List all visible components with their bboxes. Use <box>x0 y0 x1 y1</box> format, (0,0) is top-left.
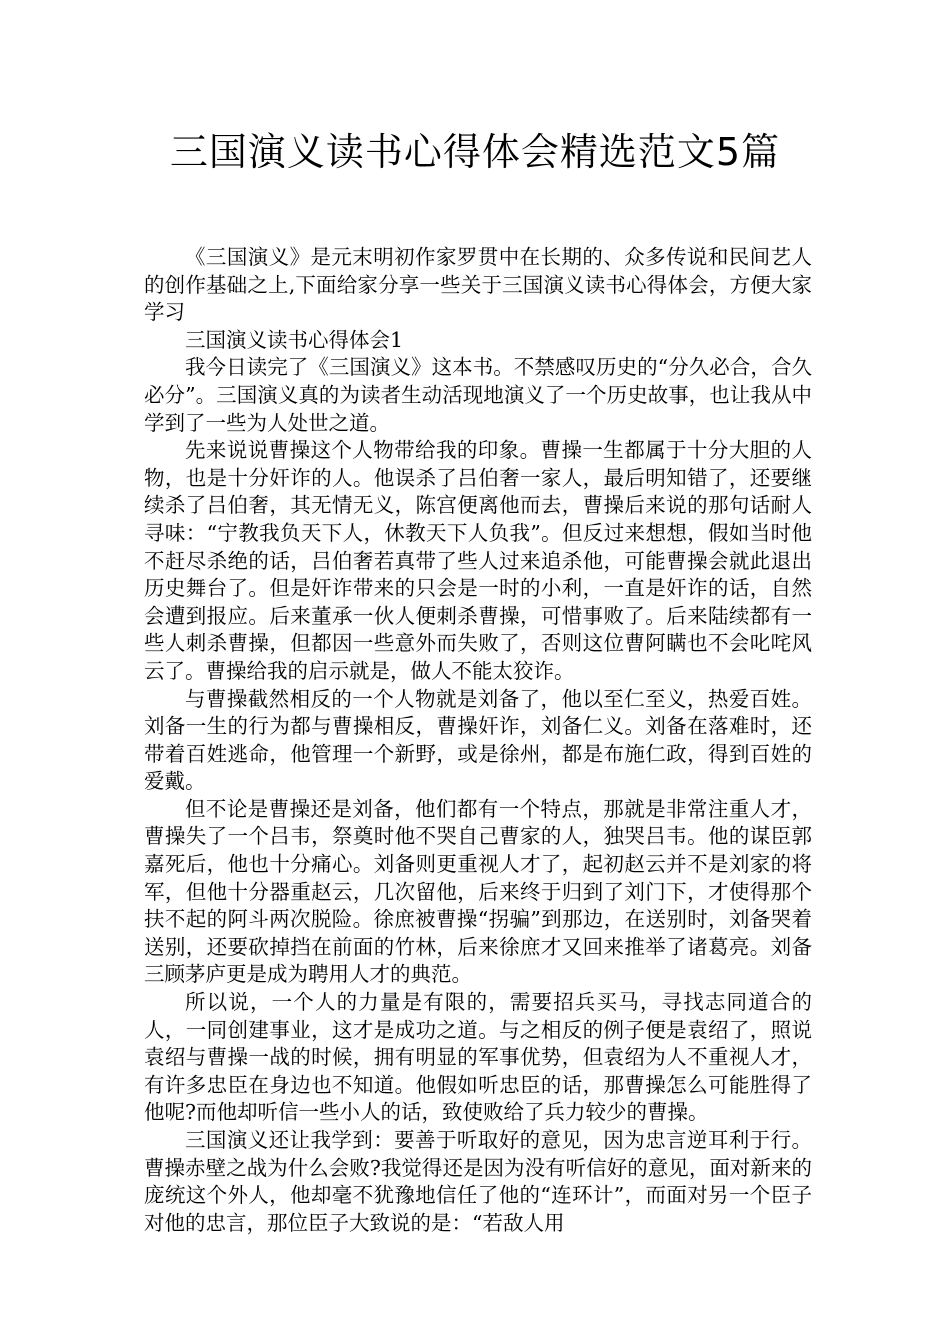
body-paragraph: 三国演义还让我学到：要善于听取好的意见，因为忠言逆耳利于行。曹操赤壁之战为什么会败?我觉得还是因为没有听信好的意见，面对新来的庞统这个外人，他却毫不犹豫地信任了他的“连环计”，而面对另一个臣子对他的忠言，那位臣子大致说的是：“若敌人用 <box>144 1128 812 1235</box>
intro-paragraph: 《三国演义》是元末明初作家罗贯中在长期的、众多传说和民间艺人的创作基础之上,下面给家分享一些关于三国演义读书心得体会，方便大家学习 <box>144 245 812 325</box>
section-heading: 三国演义读书心得体会1 <box>185 327 404 352</box>
document-title: 三国演义读书心得体会精选范文5篇 <box>169 130 781 174</box>
body-paragraph: 与曹操截然相反的一个人物就是刘备了，他以至仁至义，热爱百姓。刘备一生的行为都与曹操相反，曹操奸诈，刘备仁义。刘备在落难时，还带着百姓逃命，他管理一个新野，或是徐州，都是布施仁政，得到百姓的爱戴。 <box>144 686 812 794</box>
body-paragraph: 所以说，一个人的力量是有限的，需要招兵买马，寻找志同道合的人，一同创建事业，这才是成功之道。与之相反的例子便是袁绍了，照说袁绍与曹操一战的时候，拥有明显的军事优势，但袁绍为人不重视人才，有许多忠臣在身边也不知道。他假如听忠臣的话，那曹操怎么可能胜得了他呢?而他却听信一些小人的话，致使败给了兵力较少的曹操。 <box>144 990 812 1125</box>
body-paragraph: 但不论是曹操还是刘备，他们都有一个特点，那就是非常注重人才，曹操失了一个吕韦，祭奠时他不哭自己曹家的人，独哭吕韦。他的谋臣郭嘉死后，他也十分痛心。刘备则更重视人才了，起初赵云并不是刘家的将军，但他十分器重赵云，几次留他，后来终于归到了刘门下，才使得那个扶不起的阿斗两次脱险。徐庶被曹操“拐骗”到那边，在送别时，刘备哭着送别，还要砍掉挡在前面的竹林，后来徐庶才又回来推举了诸葛亮。刘备三顾茅庐更是成为聘用人才的典范。 <box>144 796 812 987</box>
body-paragraph: 我今日读完了《三国演义》这本书。不禁感叹历史的“分久必合，合久必分”。三国演义真的为读者生动活现地演义了一个历史故事，也让我从中学到了一些为人处世之道。 <box>144 355 812 435</box>
document-body <box>144 244 812 1237</box>
body-paragraph: 先来说说曹操这个人物带给我的印象。曹操一生都属于十分大胆的人物，也是十分奸诈的人。他误杀了吕伯奢一家人，最后明知错了，还要继续杀了吕伯奢，其无情无义，陈宫便离他而去，曹操后来说的那句话耐人寻味：“宁教我负天下人，休教天下人负我”。但反过来想想，假如当时他不赶尽杀绝的话，吕伯奢若真带了些人过来追杀他，可能曹操会就此退出历史舞台了。但是奸诈带来的只会是一时的小利，一直是奸诈的话，自然会遭到报应。后来董承一伙人便刺杀曹操，可惜事败了。后来陆续都有一些人刺杀曹操，但都因一些意外而失败了，否则这位曹阿瞒也不会叱咤风云了。曹操给我的启示就是，做人不能太狡诈。 <box>144 438 812 683</box>
